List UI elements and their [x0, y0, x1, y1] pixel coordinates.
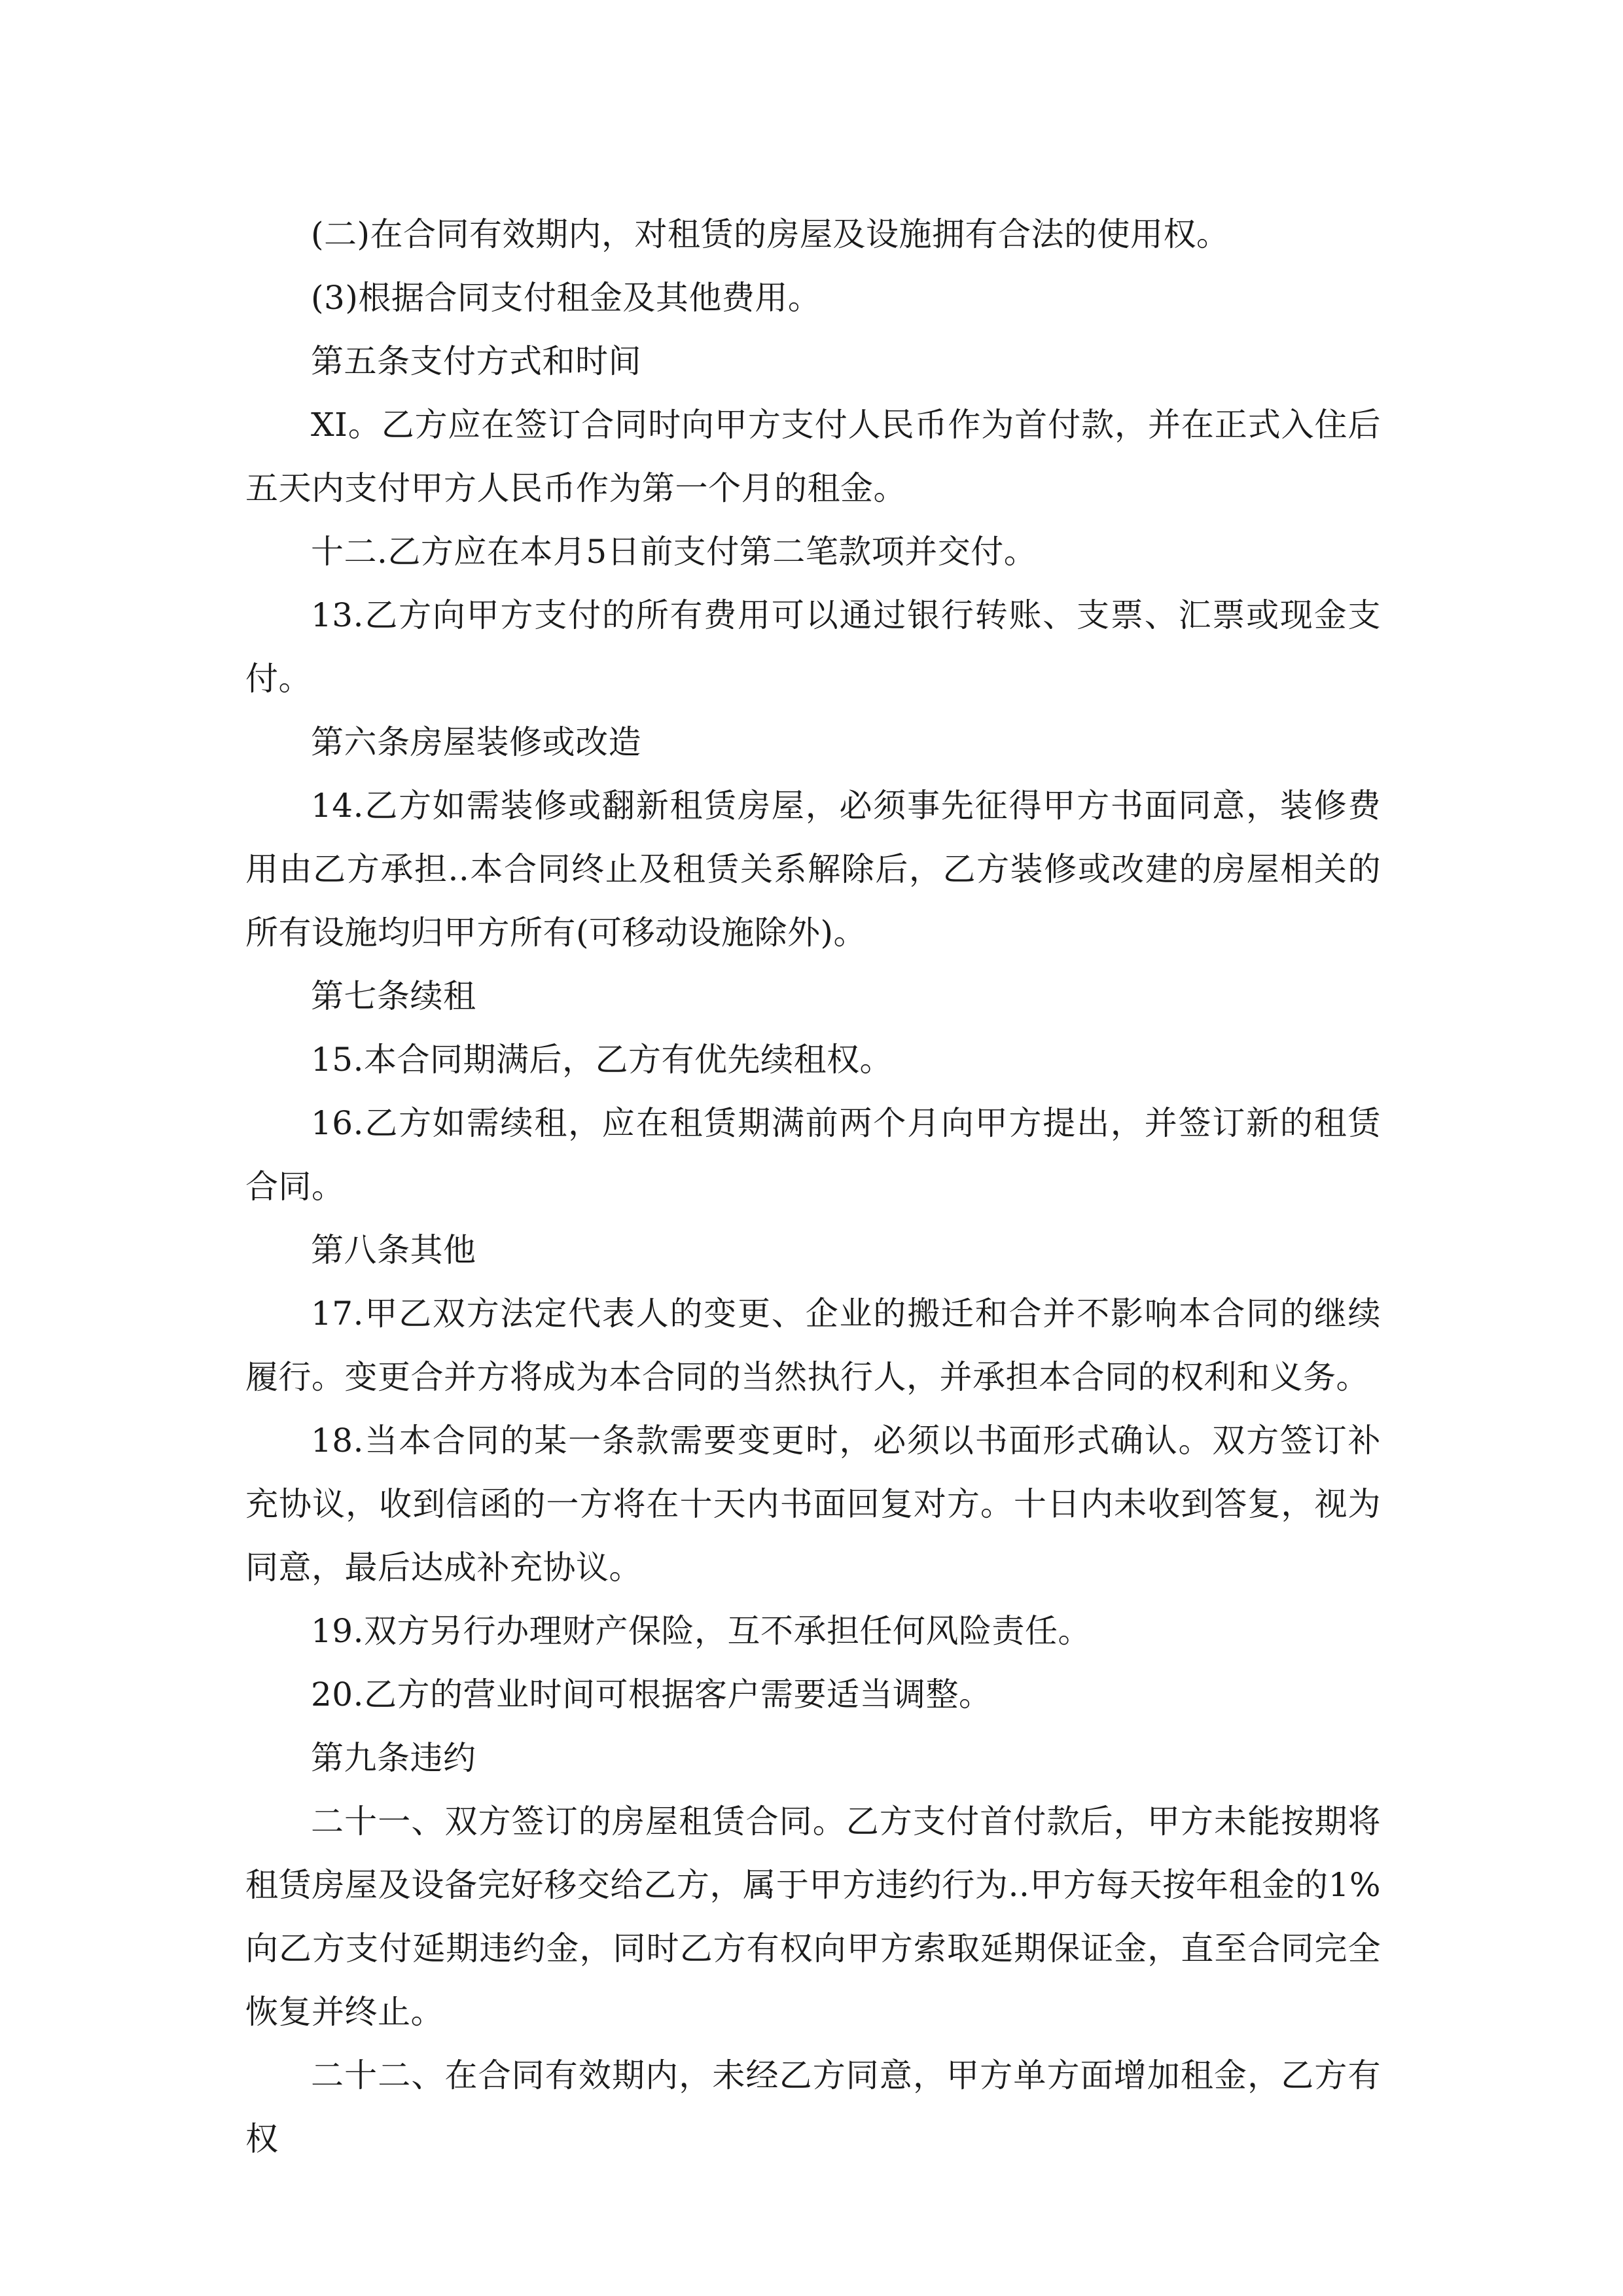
paragraph-pay-rent: (3)根据合同支付租金及其他费用。: [311, 279, 821, 317]
paragraph-rights-use: (二)在合同有效期内，对租赁的房屋及设施拥有合法的使用权。: [311, 215, 1230, 253]
clause-17: 17.甲乙双方法定代表人的变更、企业的搬迁和合并不影响本合同的继续履行。变更合并方将成为本合同的当然执行人，并承担本合同的权利和义务。: [245, 1295, 1381, 1396]
article-6-heading: 第六条房屋装修或改造: [311, 723, 641, 761]
clause-14: 14.乙方如需装修或翻新租赁房屋，必须事先征得甲方书面同意，装修费用由乙方承担..本合同终止及租赁关系解除后，乙方装修或改建的房屋相关的所有设施均归甲方所有(可移动设施除外)。: [245, 787, 1381, 952]
article-9-heading: 第九条违约: [311, 1739, 476, 1777]
clause-18: 18.当本合同的某一条款需要变更时，必须以书面形式确认。双方签订补充协议，收到信函的一方将在十天内书面回复对方。十日内未收到答复，视为同意，最后达成补充协议。: [245, 1422, 1381, 1587]
clause-16: 16.乙方如需续租，应在租赁期满前两个月向甲方提出，并签订新的租赁合同。: [245, 1104, 1381, 1206]
clause-21: 二十一、双方签订的房屋租赁合同。乙方支付首付款后，甲方未能按期将租赁房屋及设备完好移交给乙方，属于甲方违约行为..甲方每天按年租金的1%向乙方支付延期违约金，同时乙方有权向甲方索取延期保证金，直至合同完全恢复并终止。: [245, 1803, 1381, 2031]
document-body: [245, 203, 1381, 2171]
clause-22: 二十二、在合同有效期内，未经乙方同意，甲方单方面增加租金，乙方有权: [245, 2056, 1381, 2158]
clause-13: 13.乙方向甲方支付的所有费用可以通过银行转账、支票、汇票或现金支付。: [245, 596, 1381, 698]
clause-20: 20.乙方的营业时间可根据客户需要适当调整。: [311, 1676, 992, 1713]
clause-19: 19.双方另行办理财产保险，互不承担任何风险责任。: [311, 1612, 1092, 1650]
clause-11: XI。乙方应在签订合同时向甲方支付人民币作为首付款，并在正式入住后五天内支付甲方人民币作为第一个月的租金。: [245, 406, 1381, 507]
article-5-heading: 第五条支付方式和时间: [311, 342, 641, 380]
article-8-heading: 第八条其他: [311, 1231, 476, 1269]
clause-15: 15.本合同期满后，乙方有优先续租权。: [311, 1041, 893, 1079]
article-7-heading: 第七条续租: [311, 977, 476, 1015]
clause-12: 十二.乙方应在本月5日前支付第二笔款项并交付。: [311, 533, 1037, 571]
